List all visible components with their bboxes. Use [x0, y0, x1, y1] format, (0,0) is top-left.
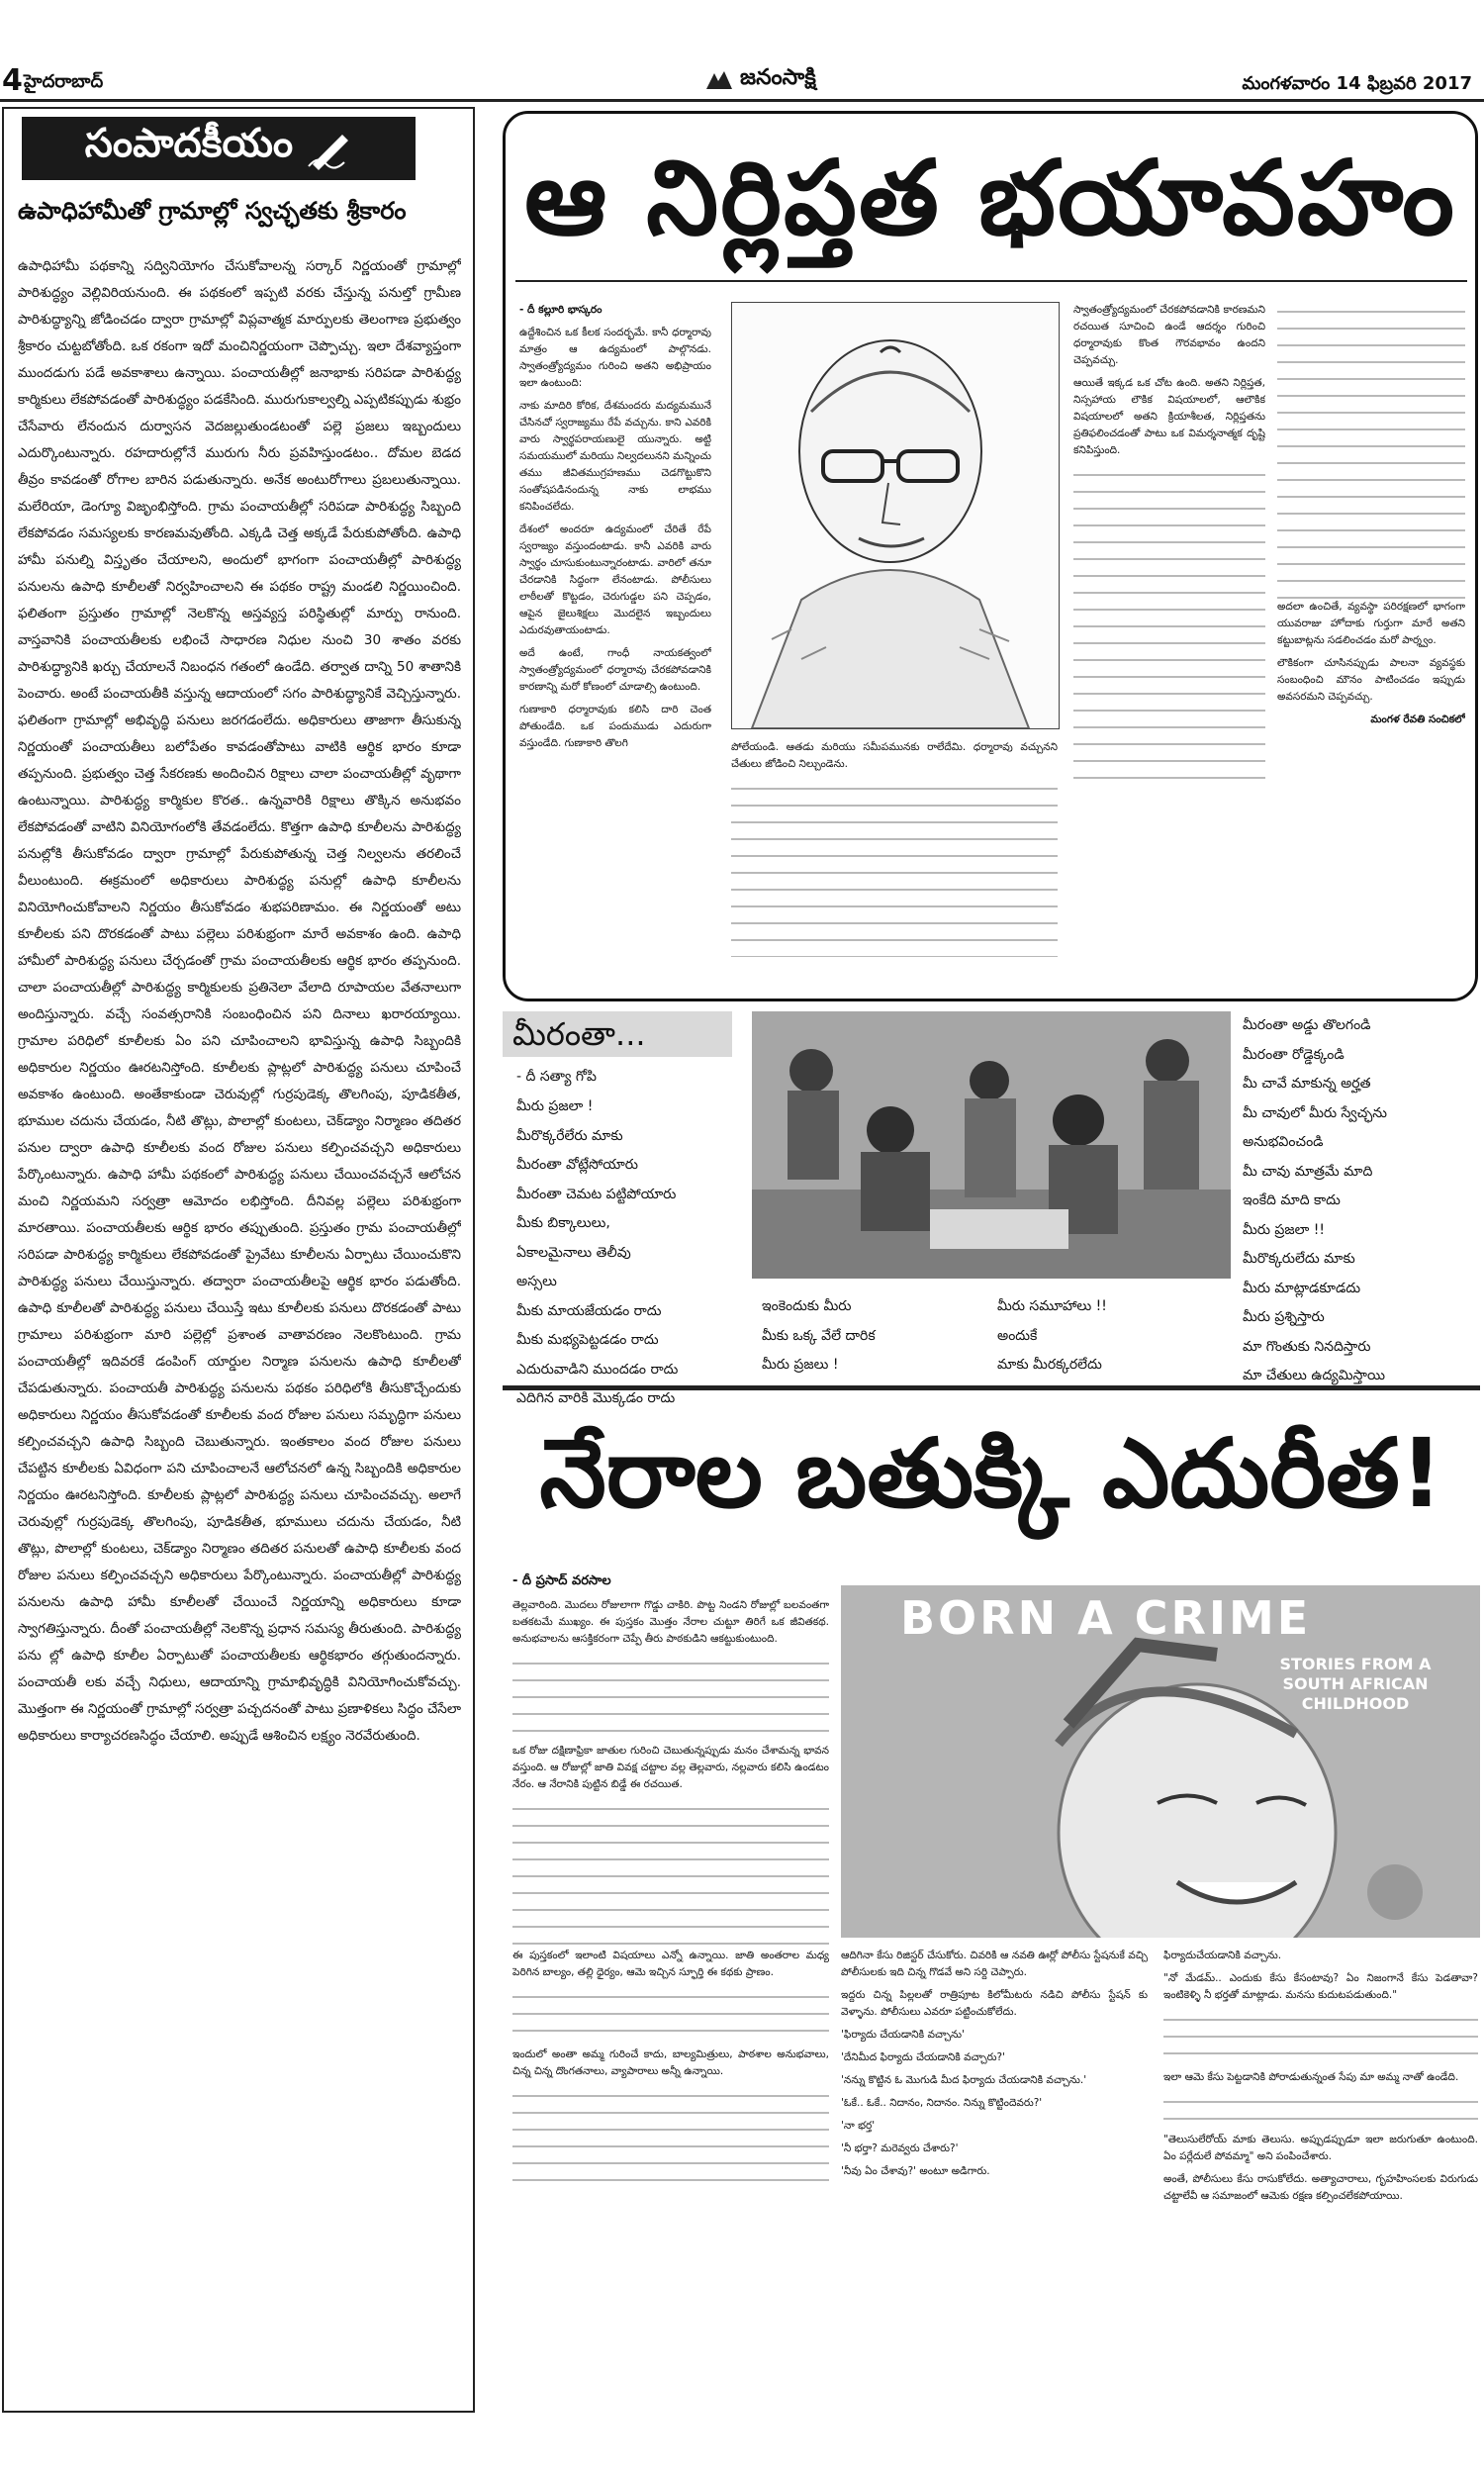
article2-paragraph: అంతే, పోలీసులు కేసు రాసుకోలేదు. అత్యాచారాలు, గృహహింసలకు విరుగుడు చట్టాలేవీ ఆ సమాజంలో ఆమెకు రక్షణ కల్పించలేకపోయాయి.	[1163, 2173, 1478, 2202]
article2-dialogue: 'నన్ను కొట్టిన ఓ మొగుడి మీద ఫిర్యాదు చేయడానికి వచ్చాను.'	[841, 2074, 1087, 2086]
article1-column-3	[1073, 302, 1265, 985]
article2-column-1	[512, 1597, 829, 2409]
masthead-rule	[0, 99, 1484, 102]
article1-quote: నాకు మాదిరి కోరిక, దేశమందరు మద్యమమునే చేసినచో స్వరాజ్యము రేపే వచ్చును. కాని ఎవరికి వారు స్వార్థపరాయణులై యున్నారు. అట్టి సమయములో మరియు నిల్వదలునని మన్నించు తము జీవితముగ్రహణము చెడగొట్టుకొని సంతోషపడినందున్న నాకు లాభము కనిపించలేదు.	[519, 400, 711, 513]
editorial-headline: ఉపాధిహామీతో గ్రామాల్లో స్వచ్ఛతకు శ్రీకారం	[18, 197, 407, 225]
article1-paragraph: అదే ఉంటే, గాంధీ నాయకత్వంలో స్వాతంత్ర్యోద్యమంలో ధర్మారావు చేరకపోవడానికి కారణాన్ని మరో కోణంలో చూడాల్సి ఉంటుంది.	[519, 647, 711, 693]
poem-line: మీకు మాయజేయడం రాదు	[516, 1302, 662, 1319]
editorial-paragraph: ఉపాధిహామీ పథకాన్ని సద్వినియోగం చేసుకోవాలన్న సర్కార్ నిర్ణయంతో గ్రామాల్లో పారిశుద్ధ్యం వెల్లివిరియనుంది. ఈ పథకంలో ఇప్పటి వరకు చేస్తున్న పనుల్తో గ్రామీణ పారిశుద్ధ్యాన్ని జోడించడం ద్వారా గ్రామాల్లో విప్లవాత్మక మార్పులకు తెలంగాణ ప్రభుత్వం శ్రీకారం చుట్టబోతోంది. ఒక రకంగా ఇదో మంచినిర్ణయంగా చెప్పొచ్చు. ఇలా దేశవ్యాప్తంగా ముందడుగు పడే అవకాశాలు ఉన్నాయి. పంచాయతీల్లో జనాభాకు సరిపడా పారిశుద్ధ్య కార్మికులు లేకపోవడంతో పారిశుద్ధ్యం పడకేసింది. మురుగుకాల్వల్ని ఎప్పటికప్పుడు శుభ్రం చేసేవారు లేనందున దుర్వాసన వెదజల్లుతుండటంతో పల్లె ప్రజలు ఇబ్బందులు ఎదుర్కొంటున్నారు. రహదారుల్లోనే మురుగు నీరు ప్రవహిస్తుండటం.. దోమల బెడద తీవ్రం కావడంతో రోగాల బారిన పడుతున్నారు. అనేక అంటురోగాలు ప్రబలుతున్నాయి. మలేరియా, డెంగ్యూ విజృంభిస్తోంది. గ్రామ పంచాయతీల్లో సరిపడా పారిశుద్ధ్య సిబ్బంది లేకపోవడం సమస్యలకు కారణమవుతోంది. ఎక్కడి చెత్త అక్కడే పేరుకుపోతోంది. ఉపాధి హామీ పనుల్ని విస్తృతం చేయాలని, అందులో భాగంగా పంచాయతీల్లో పారిశుద్ధ్య పనులను ఉపాధి కూలీలతో నిర్వహించాలని ఈ పథకం రాష్ట్ర మండలి నిర్ణయించింది. ఫలితంగా ప్రస్తుతం గ్రామాల్లో నెలకొన్న అస్తవ్యస్త పరిస్థితుల్లో మార్పు రానుంది. వాస్తవానికి పంచాయతీలకు లభించే సాధారణ నిధుల నుంచి 30 శాతం వరకు పారిశుద్ధ్యానికి ఖర్చు చేయాలనే నిబంధన గతంలో ఉండేది. తర్వాత దాన్ని 50 శాతానికి పెంచారు. అంటే పంచాయతీకి వస్తున్న ఆదాయంలో సగం పారిశుద్ధ్యానికే వెచ్చిస్తున్నారు. ఫలితంగా గ్రామాల్లో అభివృద్ధి పనులు జరగడంలేదు. అధికారులు తాజాగా తీసుకున్న నిర్ణయంతో పంచాయతీలు బలోపేతం కావడంతోపాటు వాటికి ఆర్థిక భారం కూడా తప్పనుంది. ప్రభుత్వం చెత్త సేకరణకు అందించిన రిక్షాలు చాలా పంచాయతీల్లో వృథాగా ఉంటున్నాయి. పారిశుద్ధ్య కార్మికుల కొరత.. ఉన్నవారికి రిక్షాలు తొక్కిన అనుభవం లేకపోవడంతో వాటిని వినియోగంలోకి తేవడంలేదు. కొత్తగా ఉపాధి కూలీలను పారిశుద్ధ్య పనుల్లోకి తీసుకోవడం ద్వారా గ్రామాల్లో పేరుకుపోతున్న చెత్త నిల్వలను తరలించే వీలుంటుంది. ఈక్రమంలో అధికారులు పారిశుద్ధ్య పనుల్లో ఉపాధి కూలీలను వినియోగించుకోవాలని నిర్ణయం తీసుకోవడం శుభపరిణామం. ఈ నిర్ణయంతో అటు కూలీలకు పని దొరకడంతో పాటు పల్లెలు పరిశుభ్రంగా మారే అవకాశం ఉంది. ఉపాధి హామీలో పారిశుద్ధ్య పనులు చేర్చడంతో గ్రామ పంచాయతీలకు ఆర్థిక భారం తప్పనుంది. చాలా పంచాయతీల్లో పారిశుద్ధ్య కార్మికులకు ప్రతినెలా వేలాది రూపాయల వేతనాలుగా అందిస్తున్నారు. వచ్చే సంవత్సరానికి సంబంధించిన పని దినాలు ఖరారయ్యాయి. గ్రామాల పరిధిలో కూలీలకు ఏం పని చూపించాలని భావిస్తున్న ఉపాధి సిబ్బందికి అధికారుల నిర్ణయం ఊరటనిస్తోంది. కూలీలకు ప్లాట్లలో పారిశుద్ధ్య పనులు చూపించే అవకాశం ఉంటుంది. అంతేకాకుండా చెరువుల్లో గుర్రపుడెక్క తొలగింపు, పూడికతీత, భూముల చదును చేయడం, నీటి తొట్లు, పొలాల్లో కుంటలు, చెక్‌డ్యాం నిర్మాణం తదితర పనుల ద్వారా ఉపాధి కూలీలకు వంద రోజుల పనులు కల్పించవచ్చని అధికారులు పేర్కొంటున్నారు. ఉపాధి హామీ పథకంలో పారిశుద్ధ్య పనులు చేయించవచ్చనే ఆలోచన మంచి నిర్ణయమని సర్వత్రా ఆమోదం లభిస్తోంది. దీనివల్ల పల్లెలు పరిశుభ్రంగా మారతాయి. పంచాయతీలకు ఆర్థిక భారం తప్పుతుంది. ప్రస్తుతం గ్రామ పంచాయతీల్లో సరిపడా పారిశుద్ధ్య కార్మికులు లేకపోవడంతో ప్రైవేటు కూలీలను ఏర్పాటు చేయించుకొని పారిశుద్ధ్య పనులు చేయిస్తున్నారు. తద్వారా పంచాయతీలపై ఆర్థిక భారం పడుతోంది. ఉపాధి కూలీలతో పారిశుద్ధ్య పనులు చేయిస్తే ఇటు కూలీలకు పనులు దొరకడంతో పాటు గ్రామాలు పరిశుభ్రంగా మారి పల్లెల్లో ప్రశాంత వాతావరణం నెలకొంటుంది. గ్రామ పంచాయతీల్లో ఇదివరకే డంపింగ్ యార్డుల నిర్మాణ పనులను ఉపాధి కూలీలతో చేపడుతున్నారు. పంచాయతీ పారిశుద్ధ్య పనులను పథకం పరిధిలోకి తీసుకొచ్చేందుకు అధికారులు నిర్ణయం తీసుకోవడంతో కూలీలకు వంద రోజుల పనులు సమృద్ధిగా పనులు కల్పించవచ్చని ఉపాధి సిబ్బంది చెబుతున్నారు. ఇంతకాలం వంద రోజుల పనులు చేపట్టిన కూలీలకు ఏవిధంగా పని చూపించాలనే ఆలోచనలో ఉన్న సిబ్బందికి అధికారుల నిర్ణయం ఊరటనిస్తోంది. కూలీలకు ప్లాట్లలో పారిశుద్ధ్య పనులు చూపించవచ్చు. అలాగే చెరువుల్లో గుర్రపుడెక్క తొలగింపు, పూడికతీత, భూములు చదును చేయడం, నీటి తొట్లు, పొలాల్లో కుంటలు, చెక్‌డ్యాం నిర్మాణం తదితర పనులతో ఉపాధి కూలీలకు వంద రోజుల పనులు కల్పించవచ్చని అధికారులు పేర్కొంటున్నారు. పంచాయతీల్లో పారిశుద్ధ్య పనులను ఉపాధి హామీ కూలీలతో చేయించే నిర్ణయాన్ని అధికారులు కూడా స్వాగతిస్తున్నారు. దీంతో పంచాయతీల్లో నెలకొన్న ప్రధాన సమస్య తీరుతుంది. పారిశుద్ధ్య పను ల్లో ఉపాధి కూలీల ఏర్పాటుతో పంచాయతీలకు ఆర్థికభారం తగ్గుతుందన్నారు. పంచాయతీ లకు వచ్చే నిధులు, ఆదాయాన్ని గ్రామాభివృద్ధికి వినియోగించుకోవచ్చు. మొత్తంగా ఈ నిర్ణయంతో గ్రామాల్లో సర్వత్రా పచ్చదనంతో పాటు ప్రణాళికలు సిద్ధం చేసేలా అధికారులు కార్యాచరణసిద్ధం చేయాలి. అప్పుడే ఆశించిన లక్ష్యం నెరవేరుతుంది.	[18, 258, 461, 1744]
article2-dialogue: 'ఫిర్యాదు చేయడానికి వచ్చాను'	[841, 2029, 965, 2041]
article2-dialogue: 'నీ భర్తా? మరెవ్వరు చేశారు?'	[841, 2142, 959, 2154]
article2-headline: నేరాల బతుక్కి ఎదురీత!	[539, 1418, 1443, 1529]
article2-dialogue: 'నీవు ఏం చేశావు?' అంటూ అడిగారు.	[841, 2165, 990, 2177]
poem-column-2	[762, 1292, 970, 1380]
article2-text-continuation	[512, 1799, 829, 1948]
article2-byline: - దీ ప్రసాద్ వరసాల	[512, 1573, 611, 1588]
poem-line: మీ చావే మాకున్న అర్హత	[1243, 1076, 1371, 1092]
article1-text-continuation	[731, 779, 1058, 957]
poem-line: మీకు మభ్యపెట్టడడం రాదు	[516, 1332, 659, 1348]
poem-column-1	[516, 1093, 744, 1414]
poem-line: మీకు బిక్కాలులు,	[516, 1215, 610, 1231]
portrait-sketch-icon	[732, 303, 1059, 728]
poem-line: మా గొంతుకు నినదిస్తారు	[1243, 1338, 1371, 1355]
article1-paragraph: దేశంలో అందరూ ఉద్యమంలో చేరితే రేపే స్వరాజ్యం వస్తుందంటాడు. కానీ ఎవరికి వారు స్వార్థం చూసుకుంటున్నారంటాడు. వారిలో తనూ చేరడానికి సిద్ధంగా లేనంటాడు. పోలీసులు లాఠీలతో కొట్టడం, చెరుగుడ్డల పని చెప్పడం, ఆపైన జైలుశిక్షలు మొదలైన ఇబ్బందులు ఎదురవుతాయంటాడు.	[519, 524, 711, 636]
article1-paragraph: ఆయితే ఇక్కడ ఒక చోట ఉంది. అతని నిర్లిప్తత, నిస్సహాయ లౌకిక విషయాలలో, ఆలౌకిక విషయాలలో అతని క్రియాశీలత, నిర్లిప్తతను ప్రతిఫలించడంతో పాటు ఒక విమర్శనాత్మక దృష్టి కనిపిస్తుంది.	[1073, 377, 1265, 456]
article1-paragraph: గుణాకారి ధర్మారావుకు కలిసి దారి చెంత పోతుండేది. ఒక పందుముడు ఎదురుగా వస్తుండేది. గుణాకారి తొలగి	[519, 704, 711, 749]
article1-paragraph: అదలా ఉంచితే, వ్యవస్థా పరిరక్షణలో భాగంగా యువరాజు హోదాకు గుర్తుగా మారే అతని కట్టుబాట్లను సడలించడం మరో పార్శ్వం.	[1277, 601, 1465, 646]
masthead-logo	[704, 65, 816, 95]
article1-column-1	[519, 302, 711, 985]
poem-line: మీ చావు మాత్రమే మాది	[1243, 1163, 1373, 1180]
poem-photo	[752, 1011, 1231, 1279]
editorial-body	[18, 253, 461, 2391]
poem-line: అనుభవించండి	[1243, 1134, 1324, 1150]
poem-title: మీరంతా...	[512, 1015, 646, 1053]
article1-paragraph: లౌకికంగా చూసినప్పుడు పాలనా వ్యవస్థకు సంబంధించి మౌనం పాటించడం ఇప్పుడు అవసరమని చెప్పవచ్చు.	[1277, 657, 1465, 703]
article2-dialogue: 'ఓకే.. ఓకే.. నిదానం, నిదానం. నిన్ను కొట్టిందెవరు?'	[841, 2097, 1043, 2109]
article1-signoff: మంగళ రేవతి సంచికలో	[1370, 714, 1465, 725]
poem-line: ఇంకెందుకు మీరు	[762, 1298, 852, 1314]
poem-line: అస్సలు	[516, 1274, 557, 1289]
article1-column-4	[1277, 302, 1465, 985]
article1-portrait	[731, 302, 1060, 729]
article2-paragraph: ఫిర్యాదుచేయడానికి వచ్చాను.	[1163, 1950, 1282, 1961]
article2-column-2	[841, 1948, 1148, 2409]
article2-text-continuation	[1163, 2010, 1478, 2069]
article2-paragraph: ఇద్దరు చిన్న పిల్లలతో రాత్రిపూట కిలోమీటరు నడిచి పోలీసు స్టేషన్ కు వెళ్ళాను. పోలీసులు ఎవరూ పట్టించుకోలేదు.	[841, 1989, 1148, 2018]
article1-paragraph: ఉద్దేశించిన ఒక కీలక సందర్భమే. కానీ ధర్మారావు మాత్రం ఆ ఉద్యమంలో పాల్గొనడు. స్వాతంత్ర్యోద్యమం గురించి అతని అభిప్రాయం ఇలా ఉంటుంది:	[519, 327, 711, 389]
editorial-banner	[22, 117, 416, 180]
protest-crowd-photo-icon	[752, 1011, 1231, 1279]
page-number: 4	[2, 63, 23, 98]
poem-line: మీరంతా వోట్లేసోయారు	[516, 1157, 638, 1173]
poem-line: మీరు ప్రశ్నిస్తారు	[1243, 1309, 1325, 1325]
poem-line: మీరు మాట్లాడకూడదు	[1243, 1280, 1361, 1296]
article-nirliptata	[503, 111, 1478, 1001]
poem-line: ఏకాలమైనాలు తెలీవు	[516, 1244, 631, 1261]
editorial-column	[2, 107, 475, 2413]
poem-line: మీరంతా రోడ్డెక్కండి	[1243, 1046, 1345, 1063]
poem-line: మీరు ప్రజలా !	[516, 1098, 594, 1114]
logo-emblem-icon	[704, 69, 734, 91]
article2-text-continuation	[512, 2086, 829, 2195]
article2-text-continuation	[1163, 2092, 1478, 2132]
article1-column-2	[731, 739, 1058, 987]
poem-line: మీకు ఒక్క వేలే దారిక	[762, 1327, 876, 1344]
poem-line: మీరు సమూహాలు !!	[997, 1298, 1107, 1314]
article2-paragraph: తెల్లవారింది. మొదలు రోజులాగా గొడ్డు చాకిరి. పొట్ట నిండని రోజుల్లో బలవంతగా బతకటమే ముఖ్యం. ఈ పుస్తకం మొత్తం నేరాల చుట్టూ తిరిగే ఒక జీవితకథ. అనుభవాలను ఆసక్తికరంగా చెప్పే తీరు పాఠకుడిని ఆకట్టుకుంటుంది.	[512, 1599, 829, 1645]
article2-text-continuation	[512, 1987, 829, 2047]
poem-line: ఇంకేది మాది కాదు	[1243, 1192, 1341, 1208]
poem-line: మాకు మీరక్కరలేదు	[997, 1357, 1102, 1373]
article1-text-continuation	[1073, 465, 1265, 792]
article2-paragraph: ఈ పుస్తకంలో ఇలాంటి విషయాలు ఎన్నో ఉన్నాయి. జాతి అంతరాల మధ్య పెరిగిన బాల్యం, తల్లి ధైర్యం, ఆమె ఇచ్చిన స్ఫూర్తి ఈ కథకు ప్రాణం.	[512, 1950, 829, 1978]
poem-line: మీరంతా అడ్డు తొలగండి	[1243, 1017, 1371, 1033]
poem-title-box	[503, 1011, 732, 1057]
page-city: హైదరాబాద్	[24, 71, 104, 92]
article1-headline: ఆ నిర్లిప్తత భయావహం	[524, 138, 1456, 258]
poem-line: మీరొక్కరులేదు మాకు	[1243, 1251, 1355, 1267]
poem-line: అందుకే	[997, 1327, 1038, 1344]
section-divider	[503, 1385, 1480, 1390]
article1-paragraph: పోలేయండి. ఆతడు మరియు సమీపమునకు రాలేదేమి. ధర్మారావు వచ్చునని చేతులు జోడించి నిల్చుండెను.	[731, 741, 1058, 770]
article2-paragraph: ఇలా ఆమె కేసు పెట్టడానికి పోరాడుతున్నంత సేపు మా అమ్మ నాతో ఉండేది.	[1163, 2071, 1459, 2083]
poem-line: ఎదిగిన వారికి మొక్కడం రాదు	[516, 1390, 676, 1406]
poem-column-4	[1243, 1011, 1480, 1391]
article2-paragraph: ఇందులో అంతా అమ్మ గురించే కాదు, బాల్యమిత్రులు, పాఠశాల అనుభవాలు, చిన్న చిన్న దొంగతనాలు, వ్యాపారాలు అన్నీ ఉన్నాయి.	[512, 2048, 829, 2077]
editorial-section-title: సంపాదకీయం	[84, 121, 294, 166]
poem-line: మీ చావులో మీరు స్వేచ్ఛను	[1243, 1104, 1387, 1121]
article2-column-3	[1163, 1948, 1478, 2409]
poem-line: ఎదురువాడిని ముందడం రాదు	[516, 1361, 679, 1378]
article2-paragraph: "నో మేడమ్.. ఎందుకు కేసు కేసంటావు? ఏం నిజంగానే కేసు పెడతావా? ఇంటికెళ్ళి నీ భర్తతో మాట్లాడు. మనసు కుదుటపడుతుంది."	[1163, 1972, 1478, 2001]
article1-paragraph: స్వాతంత్ర్యోద్యమంలో చేరకపోవడానికి కారణమని రచయిత సూచించి ఉండే ఆదర్శం గురించి ధర్మారావుకు కొంత గౌరవభావం ఉందని చెప్పవచ్చు.	[1073, 304, 1265, 366]
masthead-logo-text: జనంసాక్షి	[740, 65, 816, 90]
poem-line: మీరు ప్రజలా !!	[1243, 1221, 1325, 1238]
article2-text-continuation	[512, 1654, 829, 1743]
masthead	[0, 0, 1484, 98]
article1-headline-rule	[515, 280, 1467, 282]
pen-writing-icon	[305, 127, 352, 170]
article2-paragraph: ఆదిగినా కేసు రిజిస్టర్ చేసుకోరు. చివరికి ఆ నవతి ఊర్లో పోలీసు స్టేషనుకే వచ్చి పోలీసులకు ఇది చిన్న గొడవే అని సర్ది చెప్పారు.	[841, 1950, 1148, 1978]
poem-line: మీరొక్కరేలేరు మాకు	[516, 1127, 623, 1144]
book-cover	[841, 1585, 1480, 1938]
article1-text-continuation	[1277, 302, 1465, 599]
poem-line: మీరంతా చెమట పట్టిపోయారు	[516, 1186, 677, 1202]
book-cover-title: BORN A CRIME	[900, 1591, 1312, 1645]
masthead-date: మంగళవారం 14 ఫిబ్రవరి 2017	[1242, 73, 1472, 94]
article2-paragraph: "తెలుసులేరోయ్ మాకు తెలుసు. అప్పుడప్పుడూ ఇలా జరుగుతూ ఉంటుంది. ఏం పర్లేదులే పోవమ్మా" అని పంపించేశారు.	[1163, 2134, 1478, 2162]
book-cover-subtitle: STORIES FROM A SOUTH AFRICAN CHILDHOOD	[1279, 1655, 1432, 1713]
article1-byline: - దీ కల్లూరి భాస్కరం	[519, 304, 603, 316]
poem-column-3	[997, 1292, 1225, 1380]
poem-byline: - దీ సత్యా గోపి	[516, 1069, 597, 1085]
poem-line: మీరు ప్రజలు !	[762, 1357, 839, 1373]
poem-line: మా చేతులు ఉద్యమిస్తాయి	[1243, 1368, 1385, 1383]
article2-paragraph: ఒక రోజు దక్షిణాఫ్రికా జాతుల గురించి చెబుతున్నప్పుడు మనం చేశామన్న భావన వస్తుంది. ఆ రోజుల్లో జాతి వివక్ష చట్టాల వల్ల తెల్లవారు, నల్లవారు కలిసి ఉండటం నేరం. ఆ నేరానికి పుట్టిన బిడ్డే ఈ రచయిత.	[512, 1745, 829, 1790]
article2-dialogue: 'నా భర్త'	[841, 2120, 876, 2132]
article2-dialogue: 'దేనిమీద ఫిర్యాదు చేయడానికి వచ్చారు?'	[841, 2051, 1005, 2063]
